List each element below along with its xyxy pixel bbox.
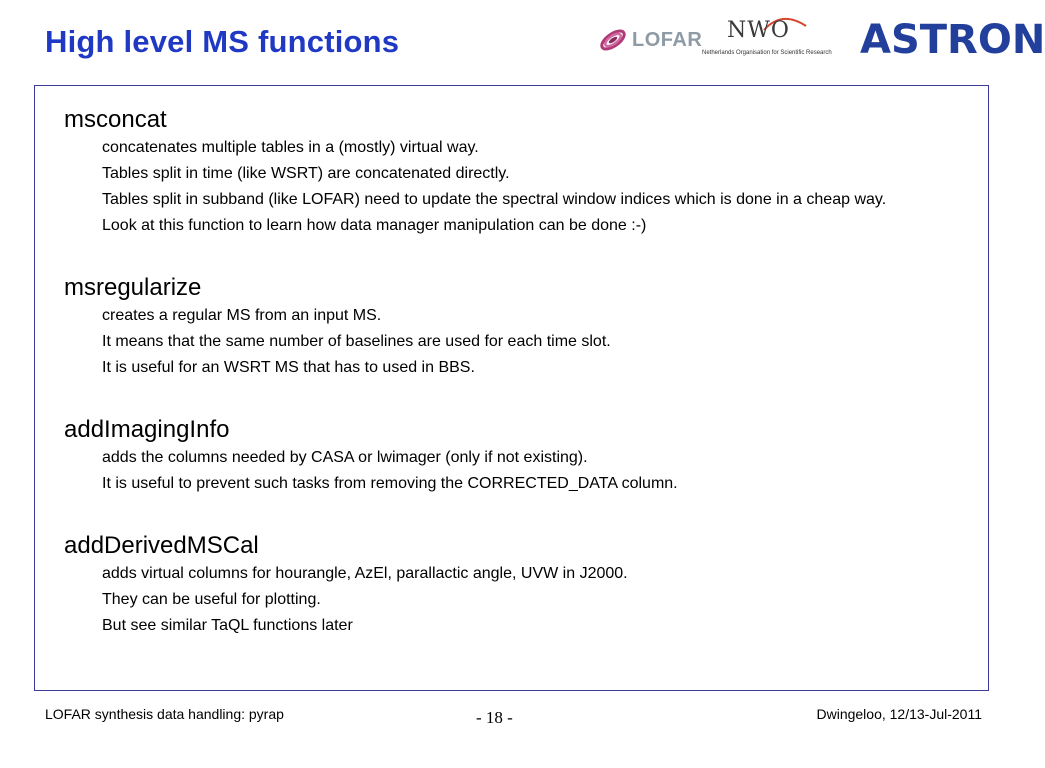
bullet-item: It means that the same number of baselines are used for each time slot. [102, 333, 611, 350]
astron-logo: ASTRON [860, 17, 1045, 63]
bullet-item: concatenates multiple tables in a (mostly) virtual way. [102, 139, 479, 156]
section-addimaginginfo [64, 415, 979, 493]
lofar-logo-text: LOFAR [632, 28, 703, 51]
bullet-item: adds virtual columns for hourangle, AzEl, parallactic angle, UVW in J2000. [102, 565, 628, 582]
nwo-logo [702, 18, 848, 60]
bullet-item: creates a regular MS from an input MS. [102, 307, 382, 324]
section-heading: addImagingInfo [64, 416, 230, 443]
bullet-item: It is useful for an WSRT MS that has to used in BBS. [102, 359, 475, 376]
nwo-logo-subtitle: Netherlands Organisation for Scientific Research [702, 50, 832, 56]
lofar-logo [598, 20, 702, 60]
section-heading: msconcat [64, 106, 167, 133]
section-heading: addDerivedMSCal [64, 532, 259, 559]
footer-location-date: Dwingeloo, 12/13-Jul-2011 [816, 706, 982, 722]
section-msconcat [64, 105, 979, 235]
section-addderivedmscal [64, 531, 979, 635]
section-heading: msregularize [64, 274, 202, 301]
slide-content [64, 105, 979, 657]
footer-page-number: - 18 - [476, 708, 513, 727]
nwo-logo-text: NWO [727, 18, 790, 43]
bullet-item: Tables split in time (like WSRT) are concatenated directly. [102, 165, 510, 182]
bullet-item: They can be useful for plotting. [102, 591, 321, 608]
bullet-item: adds the columns needed by CASA or lwimager (only if not existing). [102, 449, 588, 466]
bullet-item: Tables split in subband (like LOFAR) need to update the spectral window indices which is done in a cheap way. [102, 191, 887, 208]
bullet-item: It is useful to prevent such tasks from removing the CORRECTED_DATA column. [102, 475, 678, 492]
footer-course-title: LOFAR synthesis data handling: pyrap [45, 706, 284, 722]
section-msregularize [64, 273, 979, 377]
lofar-swirl-icon [598, 25, 628, 55]
bullet-item: But see similar TaQL functions later [102, 617, 353, 634]
bullet-item: Look at this function to learn how data manager manipulation can be done :-) [102, 217, 647, 234]
slide-title: High level MS functions [45, 24, 400, 59]
